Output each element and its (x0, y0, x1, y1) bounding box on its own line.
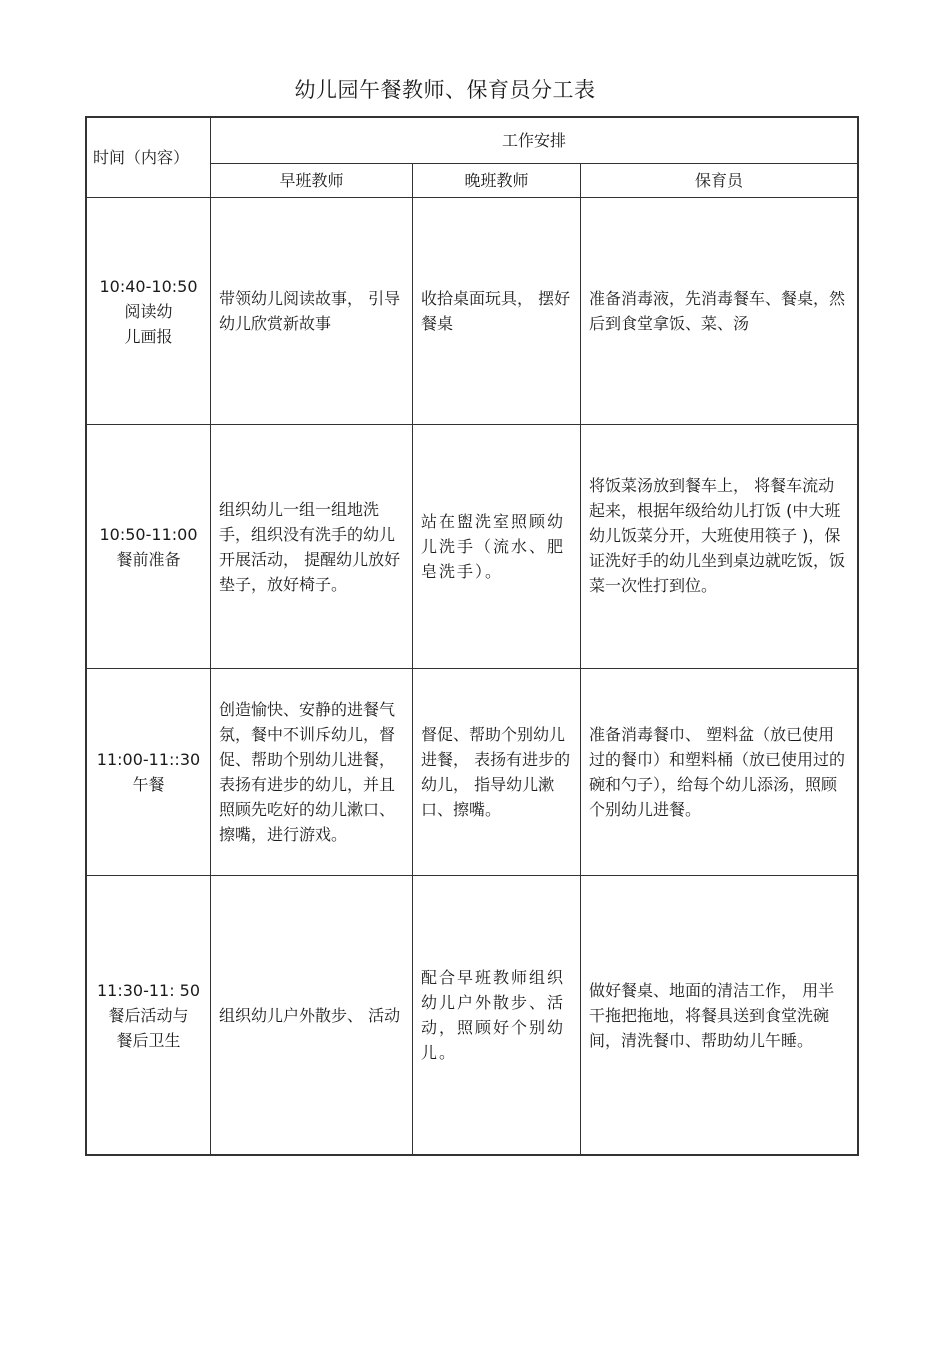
time-content: 阅读幼 儿画报 (124, 301, 173, 346)
table-row (87, 669, 858, 876)
work-group-header: 工作安排 (211, 118, 858, 164)
time-content: 午餐 (132, 775, 165, 794)
page-title: 幼儿园午餐教师、保育员分工表 (294, 78, 596, 102)
time-content: 餐前准备 (116, 549, 181, 569)
time-cell (87, 876, 211, 1155)
header-row-1 (87, 118, 858, 164)
time-range: 10:50-11:00 (99, 524, 198, 544)
late-teacher-cell: 收拾桌面玩具， 摆好餐桌 (413, 198, 581, 425)
time-content: 餐后活动与 餐后卫生 (108, 1005, 189, 1050)
time-cell (87, 669, 211, 876)
late-teacher-cell: 配合早班教师组织幼儿户外散步、活动，照顾好个别幼儿。 (413, 876, 581, 1155)
nurse-cell: 准备消毒餐巾、 塑料盆（放已使用过的餐巾）和塑料桶（放已使用过的碗和勺子），给每个幼儿添汤，照顾个别幼儿进餐。 (581, 669, 858, 876)
table-row (87, 198, 858, 425)
time-range: 10:40-10:50 (99, 276, 198, 296)
nurse-cell: 准备消毒液，先消毒餐车、餐桌，然后到食堂拿饭、菜、汤 (581, 198, 858, 425)
nurse-cell: 将饭菜汤放到餐车上， 将餐车流动起来，根据年级给幼儿打饭 (中大班幼儿饭菜分开，大班使用筷子 )，保证洗好手的幼儿坐到桌边就吃饭，饭菜一次性打到位。 (581, 425, 858, 669)
table-row (87, 425, 858, 669)
schedule-table (86, 117, 858, 1155)
nurse-cell: 做好餐桌、地面的清洁工作， 用半干拖把拖地，将餐具送到食堂洗碗间，清洗餐巾、帮助幼儿午睡。 (581, 876, 858, 1155)
time-column-header: 时间（内容） (87, 118, 211, 198)
late-teacher-cell: 督促、帮助个别幼儿进餐， 表扬有进步的幼儿， 指导幼儿漱口、擦嘴。 (413, 669, 581, 876)
late-teacher-header: 晚班教师 (413, 164, 581, 198)
table-row (87, 876, 858, 1155)
time-cell (87, 198, 211, 425)
time-cell (87, 425, 211, 669)
early-teacher-cell: 组织幼儿户外散步、 活动 (211, 876, 413, 1155)
early-teacher-cell: 带领幼儿阅读故事， 引导幼儿欣赏新故事 (211, 198, 413, 425)
early-teacher-cell: 创造愉快、安静的进餐气氛，餐中不训斥幼儿，督促、帮助个别幼儿进餐，表扬有进步的幼儿，并且照顾先吃好的幼儿漱口、 擦嘴，进行游戏。 (211, 669, 413, 876)
time-range: 11:30-11: 50 (96, 980, 201, 1000)
early-teacher-header: 早班教师 (211, 164, 413, 198)
time-range: 11:00-11::30 (96, 750, 201, 769)
early-teacher-cell: 组织幼儿一组一组地洗手，组织没有洗手的幼儿开展活动， 提醒幼儿放好垫子，放好椅子。 (211, 425, 413, 669)
nurse-header: 保育员 (581, 164, 858, 198)
late-teacher-cell: 站在盥洗室照顾幼儿洗手（流水、肥皂洗手）。 (413, 425, 581, 669)
